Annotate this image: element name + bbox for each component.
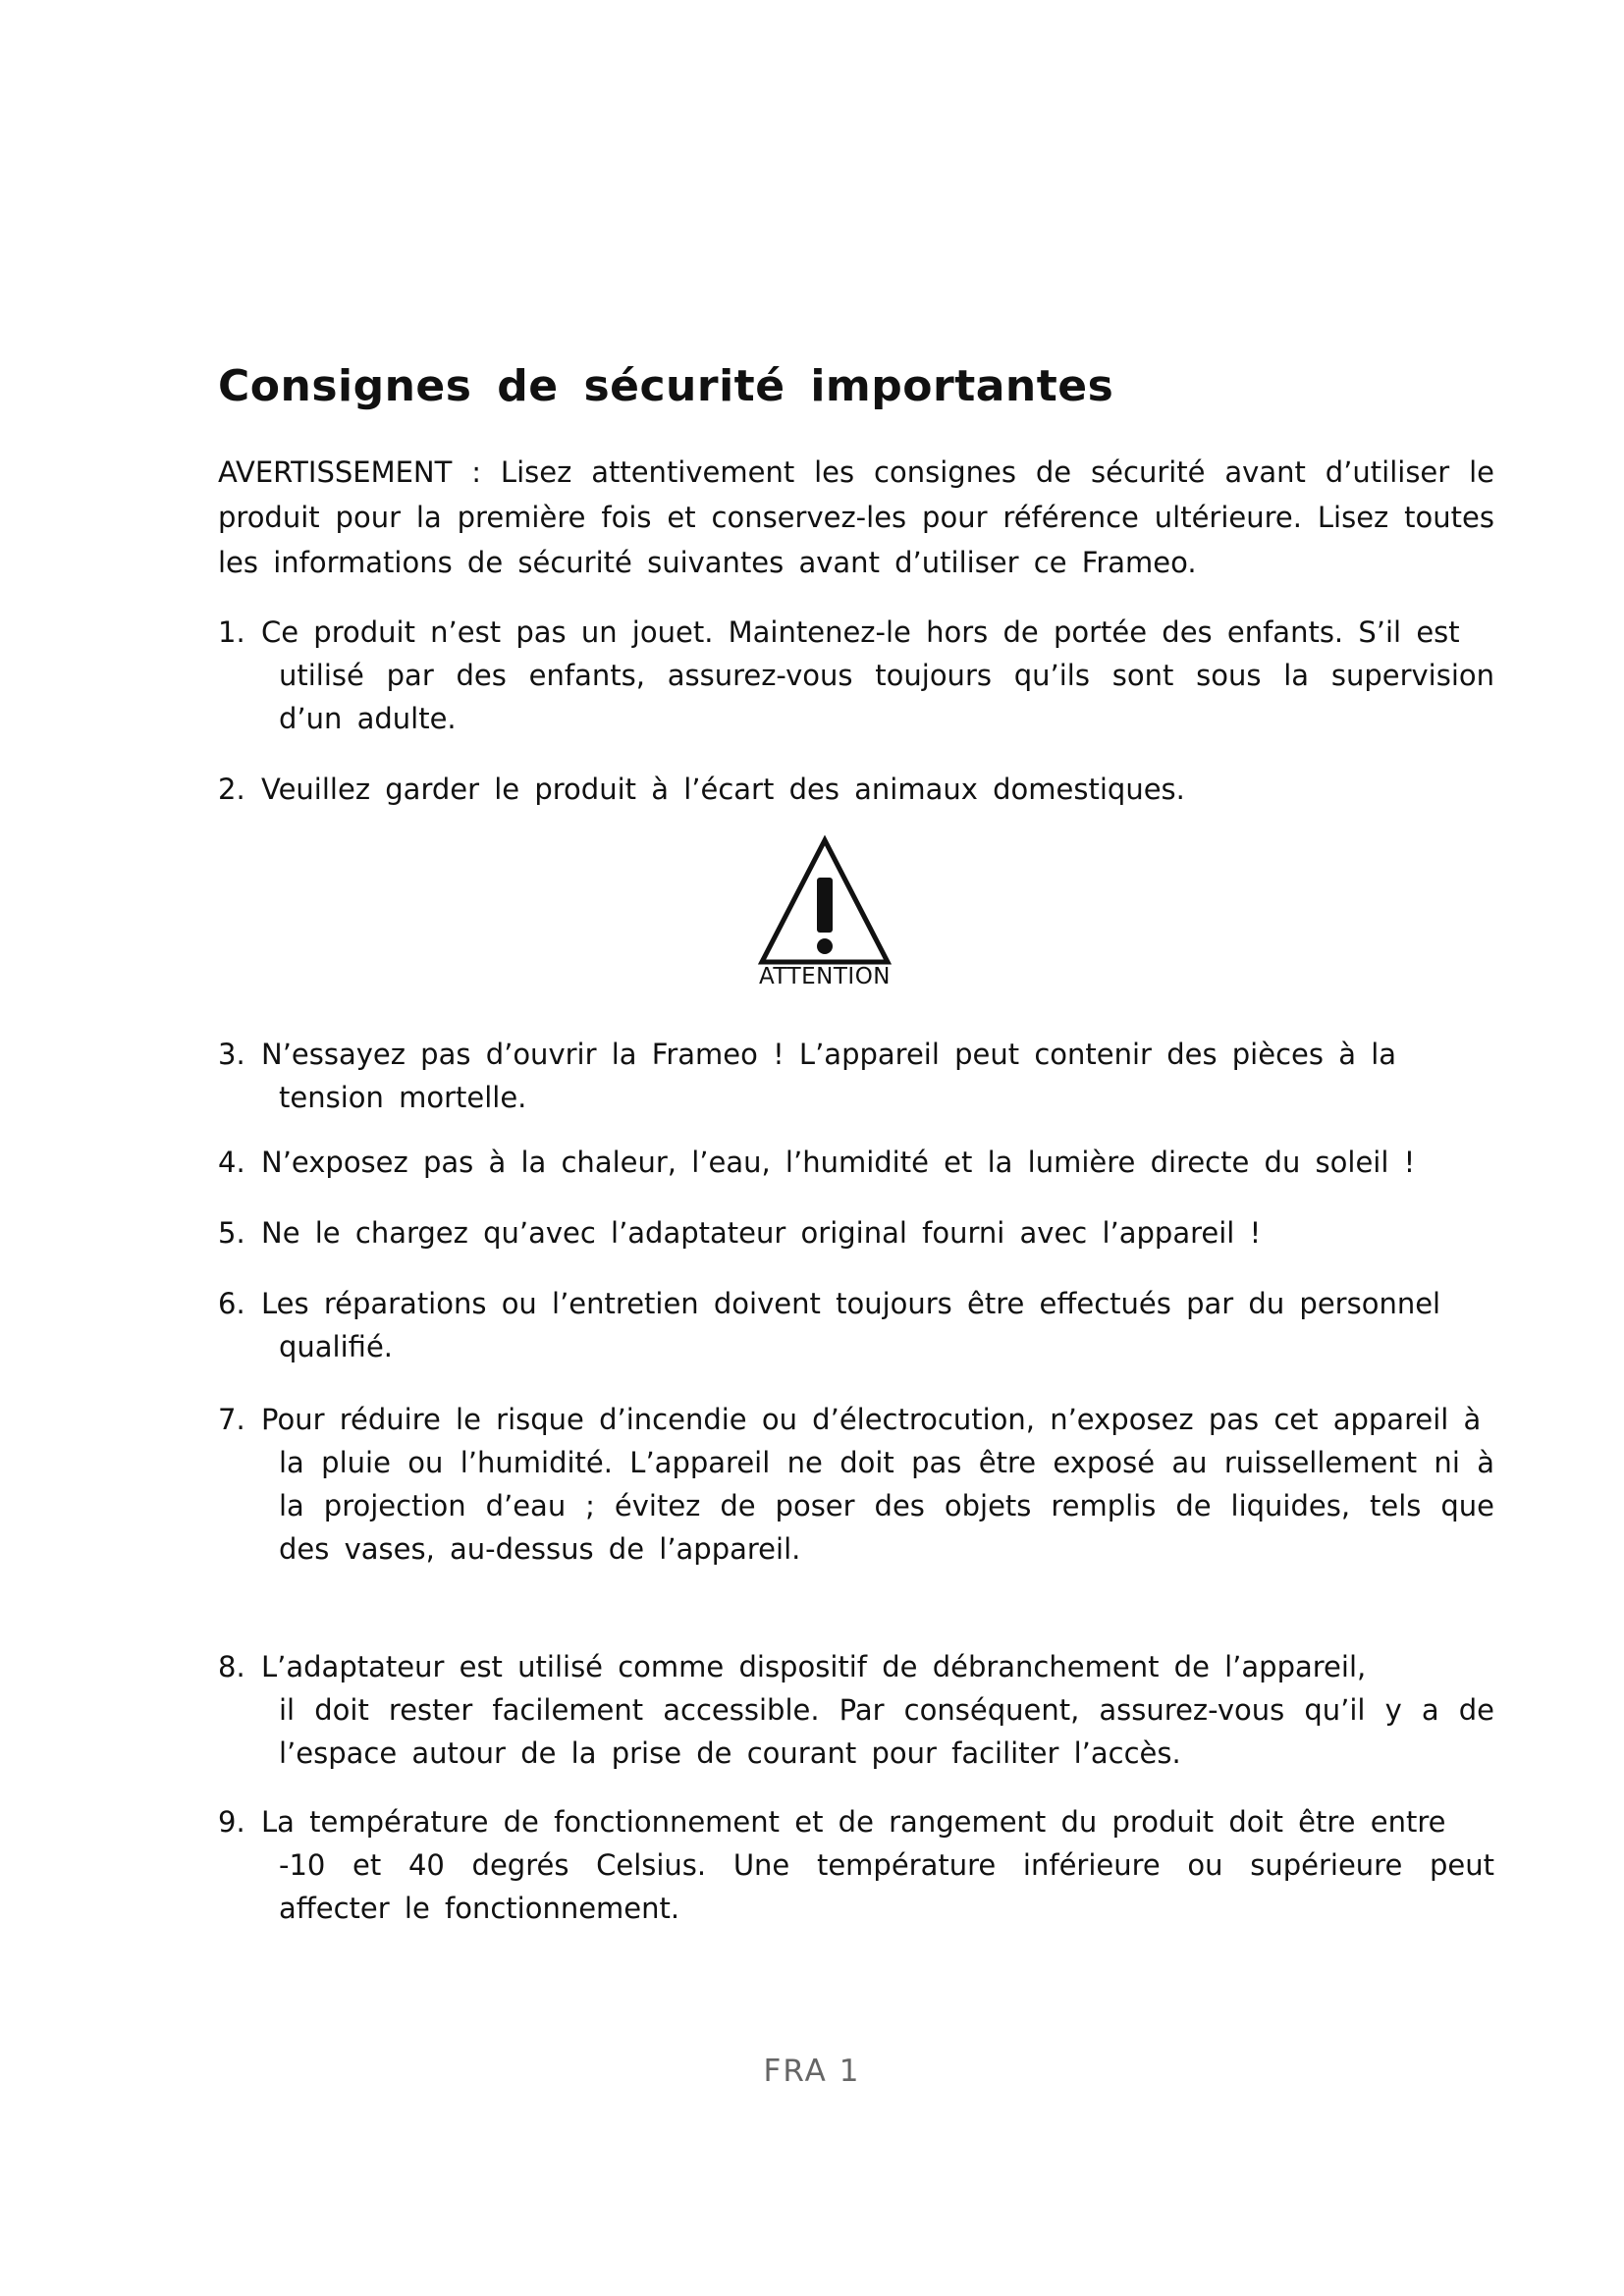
- safety-item-1: [218, 611, 1494, 740]
- item-text-continuation: -10 et 40 degrés Celsius. Une température inférieure ou supérieure peut affecter le fonctionnement.: [279, 1848, 1494, 1925]
- safety-item-6: [218, 1282, 1494, 1368]
- item-text-first-line: La température de fonctionnement et de rangement du produit doit être entre: [261, 1805, 1446, 1839]
- item-text-continuation: qualifié.: [279, 1330, 393, 1363]
- item-number: 5.: [218, 1216, 245, 1250]
- item-text-first-line: N’essayez pas d’ouvrir la Frameo ! L’appareil peut contenir des pièces à la: [261, 1038, 1397, 1071]
- item-number: 1.: [218, 615, 245, 649]
- item-text-first-line: N’exposez pas à la chaleur, l’eau, l’humidité et la lumière directe du soleil !: [261, 1146, 1416, 1179]
- item-text-continuation: tension mortelle.: [279, 1081, 527, 1114]
- item-number: 2.: [218, 773, 245, 806]
- safety-item-8: [218, 1645, 1494, 1775]
- warning-triangle-icon: [756, 834, 893, 970]
- item-text-continuation: il doit rester facilement accessible. Par conséquent, assurez-vous qu’il y a de l’espace autour de la prise de courant pour faciliter l’accès.: [279, 1693, 1494, 1770]
- item-number: 6.: [218, 1287, 245, 1320]
- page-footer-number: FRA 1: [763, 2054, 861, 2089]
- item-text-first-line: L’adaptateur est utilisé comme dispositif de débranchement de l’appareil,: [261, 1650, 1367, 1683]
- item-number: 4.: [218, 1146, 245, 1179]
- item-text-first-line: Pour réduire le risque d’incendie ou d’électrocution, n’exposez pas cet appareil à: [261, 1403, 1482, 1436]
- safety-item-3: [218, 1033, 1494, 1119]
- item-text-first-line: Les réparations ou l’entretien doivent toujours être effectués par du personnel: [261, 1287, 1441, 1320]
- attention-label: ATTENTION: [758, 964, 892, 989]
- item-text-first-line: Ce produit n’est pas un jouet. Maintenez-le hors de portée des enfants. S’il est: [261, 615, 1460, 649]
- item-number: 9.: [218, 1805, 245, 1839]
- item-text-first-line: Ne le chargez qu’avec l’adaptateur original fourni avec l’appareil !: [261, 1216, 1262, 1250]
- item-text-continuation: la pluie ou l’humidité. L’appareil ne doit pas être exposé au ruissellement ni à la projection d’eau ; évitez de poser des objets remplis de liquides, tels que des vases, au-dessus de l’appareil.: [279, 1446, 1494, 1566]
- safety-item-9: [218, 1800, 1494, 1930]
- item-number: 8.: [218, 1650, 245, 1683]
- item-number: 7.: [218, 1403, 245, 1436]
- item-text-first-line: Veuillez garder le produit à l’écart des animaux domestiques.: [261, 773, 1185, 806]
- safety-item-2: [218, 768, 1494, 811]
- item-text-continuation: utilisé par des enfants, assurez-vous toujours qu’ils sont sous la supervision d’un adulte.: [279, 659, 1494, 735]
- safety-item-5: [218, 1211, 1494, 1255]
- intro-warning-paragraph: AVERTISSEMENT : Lisez attentivement les consignes de sécurité avant d’utiliser le produit pour la première fois et conservez-les pour référence ultérieure. Lisez toutes les informations de sécurité suivantes avant d’utiliser ce Frameo.: [218, 455, 1494, 579]
- page-title: Consignes de sécurité importantes: [218, 361, 1114, 411]
- safety-item-4: [218, 1141, 1494, 1184]
- attention-warning: [746, 834, 903, 989]
- safety-item-7: [218, 1398, 1494, 1571]
- item-number: 3.: [218, 1038, 245, 1071]
